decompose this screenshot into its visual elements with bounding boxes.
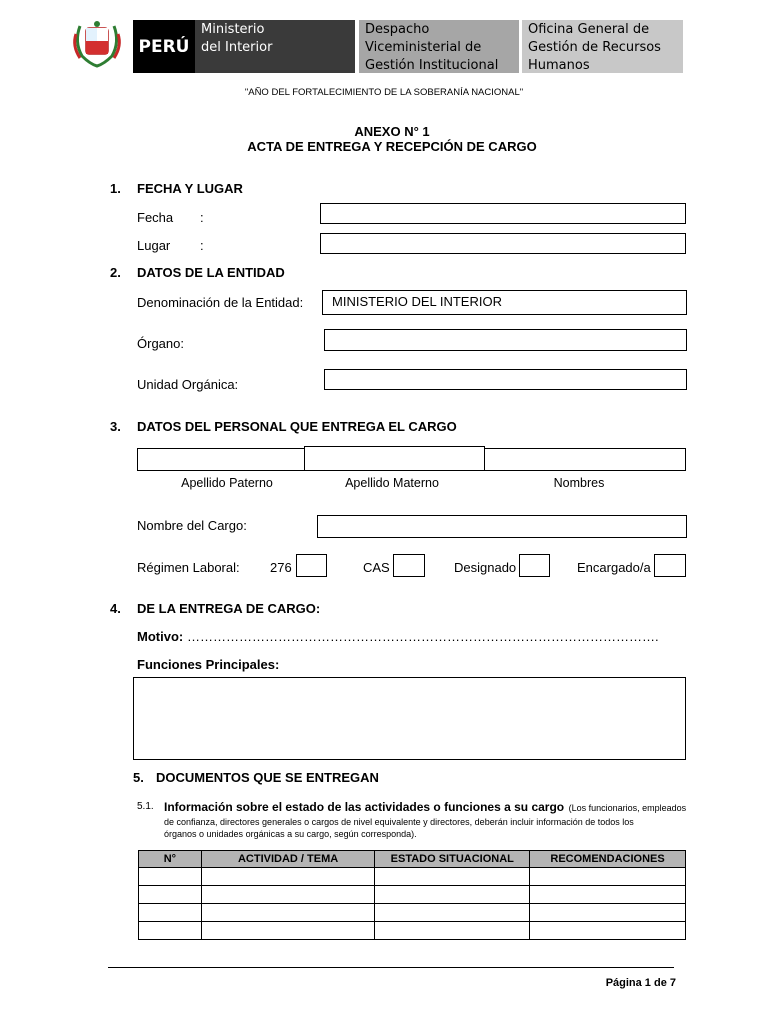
table-cell[interactable] [375, 922, 530, 940]
fecha-field[interactable] [320, 203, 686, 224]
section-5-title: DOCUMENTOS QUE SE ENTREGAN [156, 770, 379, 785]
regimen-276-label: 276 [270, 560, 292, 575]
motivo-field[interactable]: ………………………………………………………………………………………………. [187, 629, 659, 644]
table-cell[interactable] [530, 904, 686, 922]
subsection-5-1-note-3: órganos o unidades orgánicas a su cargo, según corresponda). [164, 829, 417, 839]
subsection-5-1-heading [164, 798, 687, 816]
unidad-organica-field[interactable] [324, 369, 687, 390]
section-2-number: 2. [110, 265, 121, 280]
entidad-label: Denominación de la Entidad: [137, 295, 304, 310]
funciones-principales-label: Funciones Principales: [137, 657, 280, 672]
table-header-cell: ACTIVIDAD / TEMA [201, 851, 375, 868]
header-despacho-line: Viceministerial de [365, 40, 482, 55]
table-cell[interactable] [375, 868, 530, 886]
regimen-encargado-checkbox[interactable] [654, 554, 686, 577]
table-header-cell: N° [139, 851, 202, 868]
header-oficina-line: Humanos [528, 58, 590, 73]
year-motto: "AÑO DEL FORTALECIMIENTO DE LA SOBERANÍA NACIONAL" [244, 87, 524, 98]
table-cell[interactable] [139, 904, 202, 922]
regimen-276-checkbox[interactable] [296, 554, 327, 577]
apellido-materno-caption: Apellido Materno [345, 476, 439, 490]
table-row [139, 904, 686, 922]
header-ministerio [195, 20, 355, 73]
footer-divider [108, 967, 674, 968]
table-cell[interactable] [201, 868, 375, 886]
subsection-5-1-title: Información sobre el estado de las actividades o funciones a su cargo [164, 800, 565, 814]
table-cell[interactable] [530, 922, 686, 940]
table-cell[interactable] [375, 886, 530, 904]
header-oficina-line: Gestión de Recursos [528, 40, 661, 55]
fecha-colon: : [200, 210, 204, 225]
section-5-number: 5. [133, 770, 144, 785]
subsection-5-1-note-2: de confianza, directores generales o cargos de nivel equivalente y directores, deberán incluir información de todos los [164, 817, 634, 827]
table-cell[interactable] [530, 886, 686, 904]
regimen-cas-label: CAS [363, 560, 390, 575]
regimen-designado-label: Designado [454, 560, 517, 575]
table-row [139, 886, 686, 904]
table-cell[interactable] [530, 868, 686, 886]
table-row [139, 922, 686, 940]
motivo-label: Motivo: [137, 629, 184, 644]
regimen-designado-checkbox[interactable] [519, 554, 550, 577]
header-oficina [522, 20, 683, 73]
organo-label: Órgano: [137, 336, 184, 351]
table-header-cell: RECOMENDACIONES [530, 851, 686, 868]
section-3-title: DATOS DEL PERSONAL QUE ENTREGA EL CARGO [137, 419, 457, 434]
table-row [139, 868, 686, 886]
page-number: Página 1 de 7 [605, 977, 676, 989]
subsection-5-1 [164, 798, 687, 840]
apellido-materno-field[interactable] [304, 446, 485, 471]
nombre-cargo-field[interactable] [317, 515, 687, 538]
header-ministerio-line: Ministerio [201, 22, 265, 37]
table-cell[interactable] [139, 922, 202, 940]
regimen-laboral-label: Régimen Laboral: [137, 560, 240, 575]
nombres-caption: Nombres [553, 476, 605, 490]
section-1-number: 1. [110, 181, 121, 196]
subsection-5-1-note-1: (Los funcionarios, empleados [568, 803, 687, 813]
table-cell[interactable] [139, 868, 202, 886]
coat-of-arms-logo [70, 16, 124, 68]
lugar-colon: : [200, 238, 204, 253]
table-cell[interactable] [375, 904, 530, 922]
funciones-principales-field[interactable] [133, 677, 686, 760]
section-1-title: FECHA Y LUGAR [137, 181, 243, 196]
table-header-cell: ESTADO SITUACIONAL [375, 851, 530, 868]
table-cell[interactable] [201, 886, 375, 904]
table-cell[interactable] [201, 904, 375, 922]
section-4-number: 4. [110, 601, 121, 616]
lugar-field[interactable] [320, 233, 686, 254]
header-ministerio-line: del Interior [201, 40, 273, 55]
section-2-title: DATOS DE LA ENTIDAD [137, 265, 285, 280]
document-title: ACTA DE ENTREGA Y RECEPCIÓN DE CARGO [247, 139, 537, 154]
header-oficina-line: Oficina General de [528, 22, 650, 37]
lugar-label: Lugar [137, 238, 171, 253]
nombre-cargo-label: Nombre del Cargo: [137, 518, 247, 533]
peru-brand-block: PERÚ [133, 20, 195, 73]
nombres-field[interactable] [484, 448, 686, 471]
table-cell[interactable] [201, 922, 375, 940]
unidad-organica-label: Unidad Orgánica: [137, 377, 239, 392]
apellido-paterno-caption: Apellido Paterno [181, 476, 273, 490]
actividades-table [138, 850, 686, 940]
annex-title: ANEXO N° 1 [354, 124, 430, 139]
table-header-row [139, 851, 686, 868]
regimen-cas-checkbox[interactable] [393, 554, 425, 577]
header-despacho-line: Gestión Institucional [365, 58, 499, 73]
table-cell[interactable] [139, 886, 202, 904]
section-4-title: DE LA ENTREGA DE CARGO: [137, 601, 321, 616]
fecha-label: Fecha [137, 210, 174, 225]
entidad-field[interactable]: MINISTERIO DEL INTERIOR [322, 290, 687, 315]
header-despacho-line: Despacho [365, 22, 430, 37]
organo-field[interactable] [324, 329, 687, 351]
regimen-encargado-label: Encargado/a [577, 560, 651, 575]
apellido-paterno-field[interactable] [137, 448, 305, 471]
header-despacho [359, 20, 519, 73]
section-3-number: 3. [110, 419, 121, 434]
subsection-5-1-number: 5.1. [137, 801, 154, 812]
